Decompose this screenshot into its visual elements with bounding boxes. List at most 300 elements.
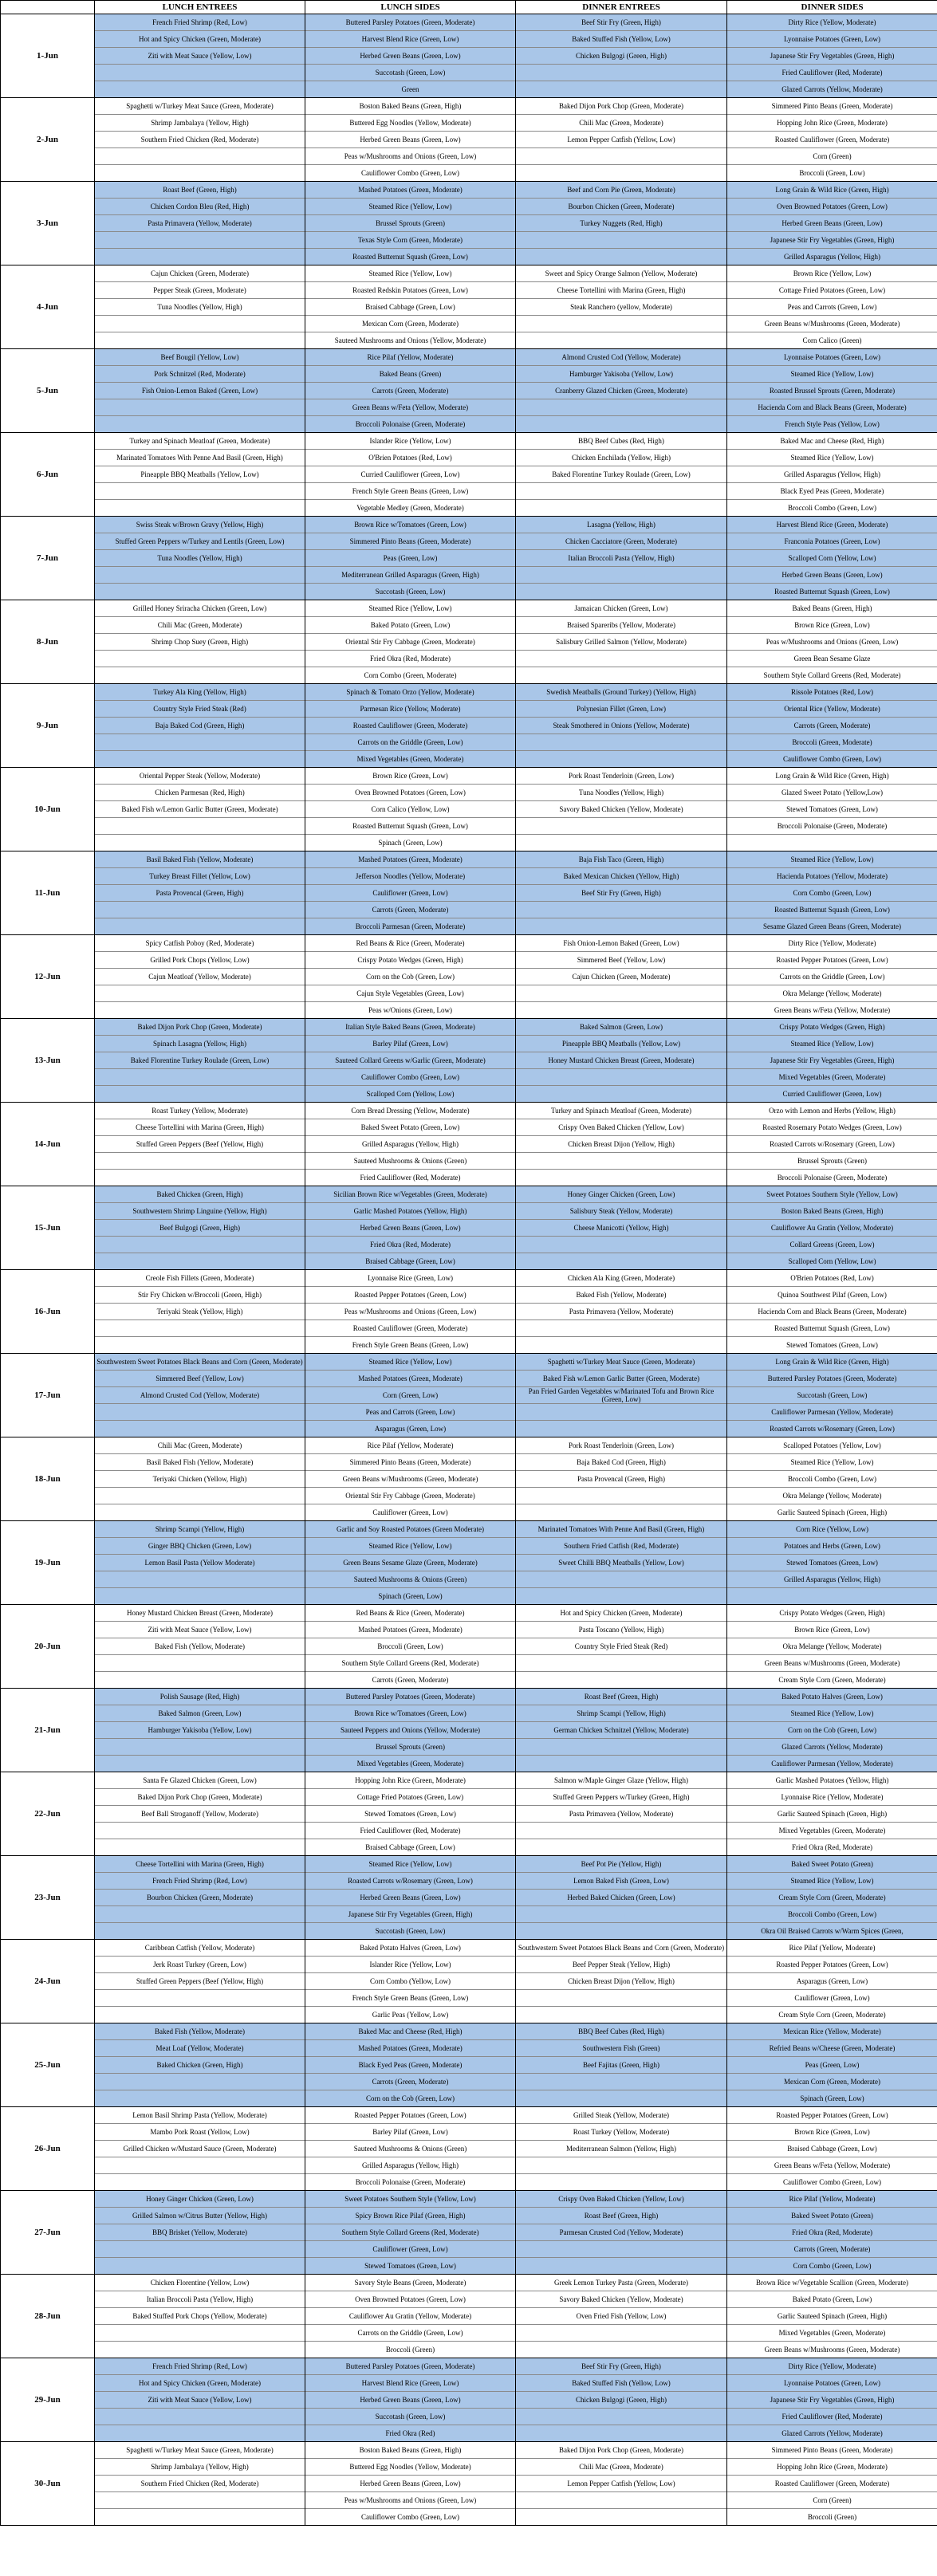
lunch-side-cell: Steamed Rice (Yellow, Low) [305, 265, 516, 282]
dinner-entree-cell: Braised Spareribs (Yellow, Moderate) [516, 617, 727, 634]
menu-row [1, 1605, 937, 1622]
dinner-entree-cell: Savory Baked Chicken (Yellow, Moderate) [516, 2291, 727, 2308]
lunch-side-cell: Cottage Fried Potatoes (Green, Low) [305, 1789, 516, 1806]
dinner-entree-cell [516, 2174, 727, 2191]
dinner-entree-cell [516, 2409, 727, 2425]
dinner-entree-cell: Steak Smothered in Onions (Yellow, Moderate) [516, 718, 727, 734]
menu-row [1, 2409, 937, 2425]
lunch-entree-cell: Chili Mac (Green, Moderate) [95, 617, 305, 634]
lunch-entree-cell: Fish Onion-Lemon Baked (Green, Low) [95, 383, 305, 399]
lunch-side-cell: Succotash (Green, Low) [305, 2409, 516, 2425]
dinner-side-cell: Potatoes and Herbs (Green, Low) [727, 1538, 937, 1555]
date-cell: 24-Jun [1, 1940, 95, 2023]
lunch-side-cell: Baked Sweet Potato (Green, Low) [305, 1119, 516, 1136]
dinner-entree-cell: Spaghetti w/Turkey Meat Sauce (Green, Moderate) [516, 1354, 727, 1371]
menu-body [1, 14, 937, 2526]
menu-row [1, 985, 937, 1002]
dinner-side-cell: O'Brien Potatoes (Red, Low) [727, 1270, 937, 1287]
dinner-side-cell: Franconia Potatoes (Green, Low) [727, 533, 937, 550]
dinner-side-cell: Brussel Sprouts (Green) [727, 1153, 937, 1170]
lunch-side-cell: Brussel Sprouts (Green) [305, 215, 516, 232]
menu-row [1, 282, 937, 299]
dinner-entree-cell: Savory Baked Chicken (Yellow, Moderate) [516, 801, 727, 818]
lunch-side-cell: Sauteed Mushrooms & Onions (Green) [305, 1571, 516, 1588]
dinner-side-cell: Garlic Sauteed Spinach (Green, High) [727, 1504, 937, 1521]
lunch-side-cell: Peas and Carrots (Green, Low) [305, 1404, 516, 1421]
dinner-side-cell: Hopping John Rice (Green, Moderate) [727, 2459, 937, 2476]
dinner-side-cell: Asparagus (Green, Low) [727, 1973, 937, 1990]
menu-row [1, 1622, 937, 1638]
menu-row [1, 366, 937, 383]
lunch-side-cell: Herbed Green Beans (Green, Low) [305, 2476, 516, 2492]
lunch-side-cell: Stewed Tomatoes (Green, Low) [305, 1806, 516, 1823]
dinner-entree-cell: Baked Dijon Pork Chop (Green, Moderate) [516, 2442, 727, 2459]
dinner-side-cell: Roasted Butternut Squash (Green, Low) [727, 902, 937, 918]
dinner-side-cell: Rice Pilaf (Yellow, Moderate) [727, 1940, 937, 1957]
menu-row [1, 617, 937, 634]
lunch-entree-cell [95, 1839, 305, 1856]
dinner-side-cell: Broccoli Combo (Green, Low) [727, 1906, 937, 1923]
dinner-side-cell: Peas and Carrots (Green, Low) [727, 299, 937, 316]
dinner-side-cell: Orzo with Lemon and Herbs (Yellow, High) [727, 1103, 937, 1119]
date-cell: 22-Jun [1, 1772, 95, 1856]
menu-row [1, 2476, 937, 2492]
lunch-side-cell: Carrots on the Griddle (Green, Low) [305, 2325, 516, 2342]
dinner-side-cell: Green Beans w/Mushrooms (Green, Moderate) [727, 2342, 937, 2358]
dinner-side-cell: Scalloped Potatoes (Yellow, Low) [727, 1437, 937, 1454]
lunch-side-cell: Brown Rice w/Tomatoes (Green, Low) [305, 1705, 516, 1722]
dinner-side-cell: Grilled Asparagus (Yellow, High) [727, 1571, 937, 1588]
lunch-entree-cell: French Fried Shrimp (Red, Low) [95, 14, 305, 31]
dinner-entree-cell [516, 2241, 727, 2258]
lunch-entree-cell [95, 81, 305, 98]
lunch-side-cell: Green Beans w/Mushrooms (Green, Moderate) [305, 1471, 516, 1488]
lunch-side-cell: Corn (Green, Low) [305, 1387, 516, 1404]
dinner-entree-cell [516, 1756, 727, 1772]
menu-row [1, 2057, 937, 2074]
menu-row [1, 1973, 937, 1990]
lunch-side-cell: Mashed Potatoes (Green, Moderate) [305, 851, 516, 868]
dinner-entree-cell [516, 1655, 727, 1672]
menu-row [1, 2258, 937, 2275]
lunch-side-cell: Baked Beans (Green) [305, 366, 516, 383]
dinner-side-cell: Corn (Green) [727, 148, 937, 165]
menu-row [1, 600, 937, 617]
menu-row [1, 2342, 937, 2358]
lunch-side-cell: Corn Combo (Yellow, Low) [305, 1973, 516, 1990]
menu-row [1, 2124, 937, 2141]
lunch-entree-cell: Santa Fe Glazed Chicken (Green, Low) [95, 1772, 305, 1789]
dinner-side-cell: Glazed Carrots (Yellow, Moderate) [727, 81, 937, 98]
dinner-side-cell: Rissole Potatoes (Red, Low) [727, 684, 937, 701]
menu-row [1, 383, 937, 399]
menu-row [1, 483, 937, 500]
lunch-entree-cell [95, 2074, 305, 2090]
menu-row [1, 935, 937, 952]
dinner-entree-cell [516, 249, 727, 265]
dinner-entree-cell: Roast Turkey (Yellow, Moderate) [516, 2124, 727, 2141]
lunch-entree-cell: Baked Chicken (Green, High) [95, 2057, 305, 2074]
menu-row [1, 2392, 937, 2409]
lunch-side-cell: Spinach (Green, Low) [305, 835, 516, 851]
lunch-entree-cell: Shrimp Jambalaya (Yellow, High) [95, 115, 305, 132]
lunch-side-cell: Herbed Green Beans (Green, Low) [305, 1890, 516, 1906]
dinner-entree-cell [516, 902, 727, 918]
lunch-entree-cell: Ziti with Meat Sauce (Yellow, Low) [95, 1622, 305, 1638]
dinner-side-cell: Okra Melange (Yellow, Moderate) [727, 985, 937, 1002]
lunch-side-cell: Spicy Brown Rice Pilaf (Green, High) [305, 2208, 516, 2224]
dinner-side-cell: Roasted Cauliflower (Green, Moderate) [727, 132, 937, 148]
dinner-side-cell: Baked Sweet Potato (Green) [727, 2208, 937, 2224]
lunch-entree-cell: Grilled Honey Sriracha Chicken (Green, Low) [95, 600, 305, 617]
lunch-entree-cell: Turkey Breast Fillet (Yellow, Low) [95, 868, 305, 885]
dinner-side-cell: Japanese Stir Fry Vegetables (Green, High) [727, 232, 937, 249]
menu-row [1, 751, 937, 768]
dinner-entree-cell [516, 1990, 727, 2007]
dinner-entree-cell: Chicken Bulgogi (Green, High) [516, 48, 727, 65]
lunch-entree-cell [95, 1990, 305, 2007]
dinner-side-cell: Fried Cauliflower (Red, Moderate) [727, 65, 937, 81]
menu-row [1, 701, 937, 718]
dinner-side-cell: Dirty Rice (Yellow, Moderate) [727, 935, 937, 952]
dinner-entree-cell: Chicken Breast Dijon (Yellow, High) [516, 1136, 727, 1153]
lunch-side-cell: Cauliflower Combo (Green, Low) [305, 165, 516, 182]
lunch-side-cell: Cauliflower (Green, Low) [305, 885, 516, 902]
dinner-entree-cell: Beef Fajitas (Green, High) [516, 2057, 727, 2074]
dinner-entree-cell: Beef Stir Fry (Green, High) [516, 14, 727, 31]
date-cell: 10-Jun [1, 768, 95, 851]
lunch-entree-cell: Marinated Tomatoes With Penne And Basil (Green, High) [95, 450, 305, 466]
menu-row [1, 1036, 937, 1052]
lunch-entree-cell: Jerk Roast Turkey (Green, Low) [95, 1957, 305, 1973]
lunch-side-cell: Steamed Rice (Yellow, Low) [305, 1856, 516, 1873]
dinner-side-cell: Carrots on the Griddle (Green, Low) [727, 969, 937, 985]
dinner-entree-cell: Tuna Noodles (Yellow, High) [516, 785, 727, 801]
lunch-side-cell: Roasted Carrots w/Rosemary (Green, Low) [305, 1873, 516, 1890]
menu-row [1, 1739, 937, 1756]
lunch-side-cell: Sweet Potatoes Southern Style (Yellow, Low) [305, 2191, 516, 2208]
dinner-entree-cell: Chili Mac (Green, Moderate) [516, 115, 727, 132]
menu-row [1, 1421, 937, 1437]
lunch-side-cell: Mexican Corn (Green, Moderate) [305, 316, 516, 332]
menu-row [1, 667, 937, 684]
dinner-sides-header: DINNER SIDES [727, 1, 937, 14]
dinner-side-cell: Green Beans w/Mushrooms (Green, Moderate) [727, 1655, 937, 1672]
lunch-side-cell: Buttered Parsley Potatoes (Green, Moderate) [305, 1689, 516, 1705]
lunch-side-cell: Simmered Pinto Beans (Green, Moderate) [305, 1454, 516, 1471]
lunch-entree-cell [95, 1672, 305, 1689]
lunch-entree-cell: Stuffed Green Peppers (Beef (Yellow, High) [95, 1973, 305, 1990]
menu-row [1, 1437, 937, 1454]
menu-row [1, 1471, 937, 1488]
menu-row [1, 885, 937, 902]
lunch-entree-cell: Baked Florentine Turkey Roulade (Green, Low) [95, 1052, 305, 1069]
menu-row [1, 1320, 937, 1337]
menu-row [1, 1990, 937, 2007]
dinner-side-cell: Steamed Rice (Yellow, Low) [727, 1036, 937, 1052]
dinner-side-cell: Hacienda Corn and Black Beans (Green, Moderate) [727, 1304, 937, 1320]
dinner-entree-cell [516, 1571, 727, 1588]
dinner-side-cell: Sesame Glazed Green Beans (Green, Moderate) [727, 918, 937, 935]
menu-row [1, 1069, 937, 1086]
menu-row [1, 1672, 937, 1689]
lunch-entree-cell: Spaghetti w/Turkey Meat Sauce (Green, Moderate) [95, 98, 305, 115]
dinner-entree-cell [516, 835, 727, 851]
lunch-side-cell: Green Beans Sesame Glaze (Green, Moderate) [305, 1555, 516, 1571]
lunch-side-cell: Vegetable Medley (Green, Moderate) [305, 500, 516, 517]
dinner-entree-cell [516, 483, 727, 500]
lunch-entree-cell [95, 1170, 305, 1186]
menu-row [1, 98, 937, 115]
lunch-side-cell: Cauliflower (Green, Low) [305, 1504, 516, 1521]
dinner-entree-cell [516, 1421, 727, 1437]
menu-row [1, 1504, 937, 1521]
lunch-side-cell: Rice Pilaf (Yellow, Moderate) [305, 1437, 516, 1454]
menu-row [1, 1923, 937, 1940]
dinner-entree-cell: Grilled Steak (Yellow, Moderate) [516, 2107, 727, 2124]
dinner-side-cell: Brown Rice w/Vegetable Scallion (Green, Moderate) [727, 2275, 937, 2291]
lunch-entree-cell [95, 1823, 305, 1839]
dinner-side-cell: Lyonnaise Potatoes (Green, Low) [727, 2375, 937, 2392]
lunch-side-cell: Carrots on the Griddle (Green, Low) [305, 734, 516, 751]
menu-row [1, 517, 937, 533]
lunch-entree-cell: Chicken Parmesan (Red, High) [95, 785, 305, 801]
menu-row [1, 450, 937, 466]
lunch-entree-cell: Creole Fish Fillets (Green, Moderate) [95, 1270, 305, 1287]
menu-row [1, 1806, 937, 1823]
lunch-side-cell: Fried Okra (Red) [305, 2425, 516, 2442]
dinner-side-cell: Crispy Potato Wedges (Green, High) [727, 1605, 937, 1622]
dinner-entree-cell [516, 818, 727, 835]
lunch-entree-cell: Ziti with Meat Sauce (Yellow, Low) [95, 2392, 305, 2409]
lunch-side-cell: Green Beans w/Feta (Yellow, Moderate) [305, 399, 516, 416]
dinner-entree-cell [516, 1337, 727, 1354]
menu-row [1, 634, 937, 651]
menu-row [1, 1387, 937, 1404]
menu-row [1, 1940, 937, 1957]
dinner-side-cell: Lyonnaise Potatoes (Green, Low) [727, 349, 937, 366]
dinner-entree-cell [516, 567, 727, 584]
lunch-entree-cell [95, 1153, 305, 1170]
dinner-side-cell: Succotash (Green, Low) [727, 1387, 937, 1404]
dinner-side-cell: Cauliflower (Green, Low) [727, 1990, 937, 2007]
lunch-entree-cell [95, 232, 305, 249]
dinner-entree-cell [516, 316, 727, 332]
lunch-entree-cell: Southern Fried Chicken (Red, Moderate) [95, 2476, 305, 2492]
lunch-side-cell: Herbed Green Beans (Green, Low) [305, 48, 516, 65]
date-cell: 18-Jun [1, 1437, 95, 1521]
lunch-entree-cell [95, 1237, 305, 1253]
menu-row [1, 2023, 937, 2040]
dinner-entree-cell: Roast Beef (Green, High) [516, 1689, 727, 1705]
dinner-side-cell: Broccoli (Green) [727, 2509, 937, 2526]
dinner-entree-cell [516, 1086, 727, 1103]
lunch-entree-cell: Oriental Pepper Steak (Yellow, Moderate) [95, 768, 305, 785]
menu-row [1, 1304, 937, 1320]
dinner-side-cell: Crispy Potato Wedges (Green, High) [727, 1019, 937, 1036]
menu-row [1, 1454, 937, 1471]
lunch-entree-cell [95, 2342, 305, 2358]
dinner-entree-cell: Herbed Baked Chicken (Green, Low) [516, 1890, 727, 1906]
menu-row [1, 2308, 937, 2325]
dinner-side-cell: Glazed Sweet Potato (Yellow,Low) [727, 785, 937, 801]
menu-row [1, 2208, 937, 2224]
date-cell: 25-Jun [1, 2023, 95, 2107]
dinner-entrees-header: DINNER ENTREES [516, 1, 727, 14]
lunch-side-cell: Texas Style Corn (Green, Moderate) [305, 232, 516, 249]
menu-row [1, 2224, 937, 2241]
dinner-side-cell: Refried Beans w/Cheese (Green, Moderate) [727, 2040, 937, 2057]
dinner-side-cell: Boston Baked Beans (Green, High) [727, 1203, 937, 1220]
date-cell: 23-Jun [1, 1856, 95, 1940]
menu-row [1, 1538, 937, 1555]
lunch-side-cell: Buttered Parsley Potatoes (Green, Moderate) [305, 2358, 516, 2375]
lunch-side-cell: Southern Style Collard Greens (Red, Moderate) [305, 1655, 516, 1672]
lunch-entree-cell: Swiss Steak w/Brown Gravy (Yellow, High) [95, 517, 305, 533]
lunch-side-cell: Mixed Vegetables (Green, Moderate) [305, 751, 516, 768]
lunch-side-cell: Lyonnaise Rice (Green, Low) [305, 1270, 516, 1287]
lunch-entree-cell [95, 2090, 305, 2107]
lunch-side-cell: Hopping John Rice (Green, Moderate) [305, 1772, 516, 1789]
lunch-entree-cell [95, 1069, 305, 1086]
dinner-entree-cell [516, 1823, 727, 1839]
date-cell: 20-Jun [1, 1605, 95, 1689]
menu-row [1, 2191, 937, 2208]
lunch-side-cell: Italian Style Baked Beans (Green, Moderate) [305, 1019, 516, 1036]
dinner-entree-cell [516, 2509, 727, 2526]
dinner-entree-cell: Bourbon Chicken (Green, Moderate) [516, 199, 727, 215]
menu-row [1, 1103, 937, 1119]
menu-row [1, 952, 937, 969]
lunch-entree-cell: Hot and Spicy Chicken (Green, Moderate) [95, 31, 305, 48]
lunch-side-cell: Mashed Potatoes (Green, Moderate) [305, 1622, 516, 1638]
dinner-entree-cell: Fish Onion-Lemon Baked (Green, Low) [516, 935, 727, 952]
lunch-entree-cell [95, 249, 305, 265]
lunch-entree-cell: Southern Fried Chicken (Red, Moderate) [95, 132, 305, 148]
dinner-entree-cell: Salisbury Steak (Yellow, Moderate) [516, 1203, 727, 1220]
lunch-side-cell: Curried Cauliflower (Green, Low) [305, 466, 516, 483]
lunch-entree-cell: Baked Dijon Pork Chop (Green, Moderate) [95, 1789, 305, 1806]
dinner-side-cell: Lyonnaise Rice (Yellow, Moderate) [727, 1789, 937, 1806]
dinner-side-cell: Baked Beans (Green, High) [727, 600, 937, 617]
dinner-entree-cell: Salmon w/Maple Ginger Glaze (Yellow, High) [516, 1772, 727, 1789]
menu-row [1, 1722, 937, 1739]
lunch-side-cell: French Style Green Beans (Green, Low) [305, 1337, 516, 1354]
dinner-entree-cell: Baked Fish w/Lemon Garlic Butter (Green, Moderate) [516, 1371, 727, 1387]
menu-row [1, 1237, 937, 1253]
menu-row [1, 1638, 937, 1655]
dinner-entree-cell [516, 751, 727, 768]
dinner-side-cell: Corn on the Cob (Green, Low) [727, 1722, 937, 1739]
menu-row [1, 1253, 937, 1270]
dinner-entree-cell: Lemon Pepper Catfish (Yellow, Low) [516, 132, 727, 148]
dinner-side-cell: Long Grain & Wild Rice (Green, High) [727, 182, 937, 199]
menu-row [1, 81, 937, 98]
dinner-side-cell: Simmered Pinto Beans (Green, Moderate) [727, 2442, 937, 2459]
dinner-entree-cell: Lemon Baked Fish (Green, Low) [516, 1873, 727, 1890]
dinner-entree-cell [516, 1739, 727, 1756]
dinner-side-cell: Fried Cauliflower (Red, Moderate) [727, 2409, 937, 2425]
dinner-side-cell: Baked Sweet Potato (Green) [727, 1856, 937, 1873]
lunch-entree-cell [95, 416, 305, 433]
lunch-entree-cell: Grilled Chicken w/Mustard Sauce (Green, Moderate) [95, 2141, 305, 2157]
lunch-entree-cell: Tuna Noodles (Yellow, High) [95, 550, 305, 567]
date-cell: 26-Jun [1, 2107, 95, 2191]
menu-row [1, 1555, 937, 1571]
menu-row [1, 2157, 937, 2174]
dinner-side-cell: Carrots (Green, Moderate) [727, 2241, 937, 2258]
lunch-entree-cell: Cajun Chicken (Green, Moderate) [95, 265, 305, 282]
date-cell: 5-Jun [1, 349, 95, 433]
menu-row [1, 2425, 937, 2442]
dinner-side-cell: Roasted Carrots w/Rosemary (Green, Low) [727, 1136, 937, 1153]
lunch-side-cell: Corn Combo (Green, Moderate) [305, 667, 516, 684]
lunch-side-cell: Mediterranean Grilled Asparagus (Green, High) [305, 567, 516, 584]
dinner-entree-cell [516, 1488, 727, 1504]
menu-row [1, 1689, 937, 1705]
date-cell: 11-Jun [1, 851, 95, 935]
dinner-side-cell: Mixed Vegetables (Green, Moderate) [727, 1823, 937, 1839]
lunch-side-cell: Braised Cabbage (Green, Low) [305, 1839, 516, 1856]
lunch-entree-cell [95, 651, 305, 667]
lunch-side-cell: Sauteed Peppers and Onions (Yellow, Moderate) [305, 1722, 516, 1739]
lunch-entree-cell [95, 902, 305, 918]
lunch-entree-cell: Italian Broccoli Pasta (Yellow, High) [95, 2291, 305, 2308]
dinner-side-cell: Cream Style Corn (Green, Moderate) [727, 2007, 937, 2023]
menu-row [1, 1571, 937, 1588]
menu-row [1, 1756, 937, 1772]
lunch-entree-cell: Baked Fish (Yellow, Moderate) [95, 2023, 305, 2040]
lunch-side-cell: Sauteed Collard Greens w/Garlic (Green, Moderate) [305, 1052, 516, 1069]
menu-row [1, 2492, 937, 2509]
dinner-side-cell: Cauliflower Au Gratin (Yellow, Moderate) [727, 1220, 937, 1237]
dinner-entree-cell [516, 232, 727, 249]
dinner-side-cell: Broccoli (Green, Moderate) [727, 734, 937, 751]
dinner-entree-cell: Almond Crusted Cod (Yellow, Moderate) [516, 349, 727, 366]
lunch-entree-cell: Cheese Tortellini with Marina (Green, High) [95, 1119, 305, 1136]
lunch-side-cell: Corn Bread Dressing (Yellow, Moderate) [305, 1103, 516, 1119]
menu-row [1, 651, 937, 667]
lunch-side-cell: Southern Style Collard Greens (Red, Moderate) [305, 2224, 516, 2241]
lunch-entree-cell [95, 1404, 305, 1421]
menu-row [1, 115, 937, 132]
date-cell: 21-Jun [1, 1689, 95, 1772]
dinner-side-cell: Brown Rice (Yellow, Low) [727, 265, 937, 282]
dinner-entree-cell [516, 1320, 727, 1337]
menu-row [1, 1957, 937, 1973]
date-cell: 13-Jun [1, 1019, 95, 1103]
dinner-side-cell: Green Beans w/Mushrooms (Green, Moderate) [727, 316, 937, 332]
dinner-side-cell: Corn (Green) [727, 2492, 937, 2509]
dinner-side-cell: Broccoli Polonaise (Green, Moderate) [727, 1170, 937, 1186]
dinner-side-cell [727, 835, 937, 851]
lunch-entree-cell: Almond Crusted Cod (Yellow, Moderate) [95, 1387, 305, 1404]
dinner-side-cell: Roasted Rosemary Potato Wedges (Green, Low) [727, 1119, 937, 1136]
dinner-side-cell: Sweet Potatoes Southern Style (Yellow, Low) [727, 1186, 937, 1203]
dinner-side-cell: Corn Combo (Green, Low) [727, 885, 937, 902]
lunch-side-cell: Brussel Sprouts (Green) [305, 1739, 516, 1756]
dinner-entree-cell: Lasagna (Yellow, High) [516, 517, 727, 533]
date-cell: 19-Jun [1, 1521, 95, 1605]
date-cell: 27-Jun [1, 2191, 95, 2275]
dinner-side-cell [727, 1588, 937, 1605]
lunch-side-cell: Sicilian Brown Rice w/Vegetables (Green, Moderate) [305, 1186, 516, 1203]
lunch-entree-cell [95, 667, 305, 684]
dinner-entree-cell [516, 651, 727, 667]
menu-row [1, 2358, 937, 2375]
menu-row [1, 2509, 937, 2526]
lunch-entree-cell [95, 2157, 305, 2174]
